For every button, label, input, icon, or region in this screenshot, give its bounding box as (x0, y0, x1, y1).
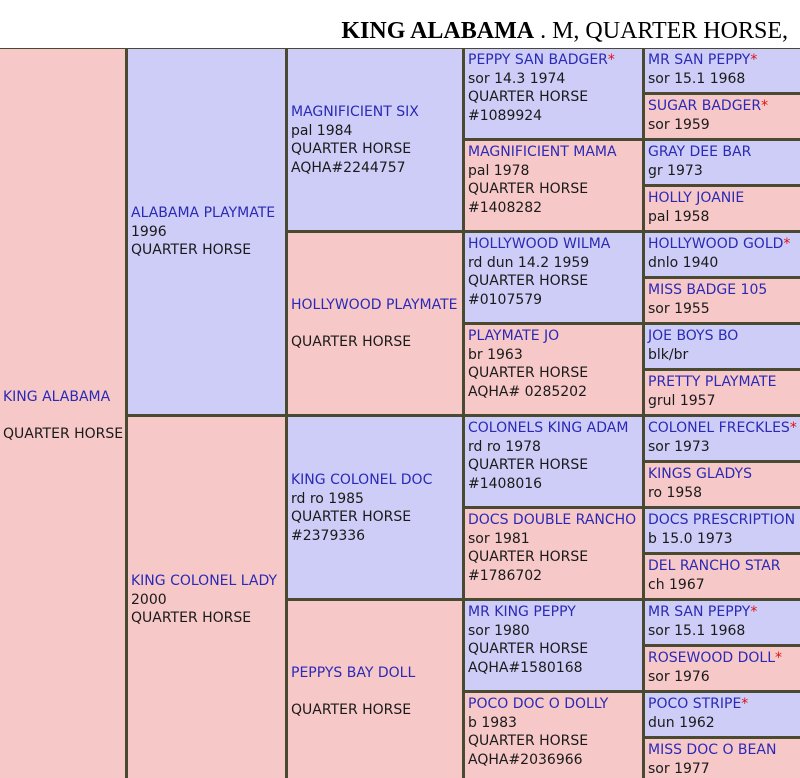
star-marker: * (607, 52, 615, 68)
horse-name-row (131, 204, 285, 223)
horse-entry (648, 327, 800, 364)
horse-entry (648, 603, 800, 640)
pedigree-cell-gen5 (645, 693, 800, 736)
horse-name-link[interactable]: JOE BOYS BO (648, 328, 739, 344)
horse-name-row (648, 189, 800, 208)
pedigree-cell-gen3 (288, 49, 462, 230)
horse-entry (648, 97, 800, 134)
pedigree-cell-gen3 (288, 417, 462, 598)
horse-name-row (648, 695, 800, 714)
horse-registration: AQHA# 0285202 (468, 383, 587, 400)
horse-entry (648, 419, 800, 456)
horse-breed: QUARTER HORSE (131, 610, 252, 626)
horse-breed: QUARTER HORSE (468, 89, 589, 105)
horse-info: dun 1962 (648, 714, 715, 731)
horse-name-link[interactable]: KING COLONEL LADY (131, 573, 278, 589)
pedigree-cell-gen4 (465, 325, 642, 414)
horse-breed: QUARTER HORSE (3, 426, 124, 442)
pedigree-cell-gen3 (288, 233, 462, 414)
horse-info: gr 1973 (648, 162, 703, 179)
horse-name-link[interactable]: DOCS DOUBLE RANCHO (468, 512, 637, 528)
horse-name-link[interactable]: HOLLYWOOD PLAYMATE (291, 297, 458, 313)
horse-name-link[interactable]: COLONELS KING ADAM (468, 420, 629, 436)
horse-name-row (468, 419, 642, 438)
horse-info: sor 1976 (648, 668, 710, 685)
pedigree-cell-gen1 (0, 49, 125, 778)
horse-name-row (648, 649, 800, 668)
horse-name-row (291, 664, 462, 683)
pedigree-cell-gen5 (645, 325, 800, 368)
horse-name-row (468, 51, 642, 70)
horse-info: dnlo 1940 (648, 254, 719, 271)
horse-entry (648, 695, 800, 732)
horse-info: pal 1984 (291, 122, 353, 139)
horse-name-row (291, 103, 462, 122)
horse-name-row (291, 296, 462, 315)
horse-name-link[interactable]: MISS DOC O BEAN (648, 742, 777, 758)
horse-name-link[interactable]: MR SAN PEPPY (648, 52, 751, 68)
horse-name-row (648, 419, 800, 438)
star-marker: * (761, 98, 769, 114)
horse-entry (131, 572, 285, 628)
horse-info: blk/br (648, 346, 689, 363)
horse-entry (648, 189, 800, 226)
horse-breed: QUARTER HORSE (468, 273, 589, 289)
horse-info: ch 1967 (648, 576, 705, 593)
spacer (291, 683, 462, 702)
pedigree-cell-gen5 (645, 647, 800, 690)
horse-registration: #2379336 (291, 527, 366, 544)
horse-breed: QUARTER HORSE (468, 181, 589, 197)
page-title (341, 18, 788, 45)
horse-name-link[interactable]: MR SAN PEPPY (648, 604, 751, 620)
spacer (291, 315, 462, 334)
horse-entry (3, 388, 125, 444)
horse-entry (648, 649, 800, 686)
horse-name-row (291, 471, 462, 490)
horse-entry (648, 465, 800, 502)
star-marker: * (789, 420, 797, 436)
horse-year: 1996 (131, 223, 167, 240)
horse-entry (291, 471, 462, 545)
pedigree-chart (0, 48, 800, 778)
star-marker: * (775, 650, 782, 666)
horse-name-link[interactable]: DOCS PRESCRIPTION (648, 512, 796, 528)
horse-entry (468, 419, 642, 493)
horse-registration: #1408282 (468, 199, 543, 216)
horse-name-link[interactable]: MAGNIFICIENT MAMA (468, 144, 617, 160)
horse-name-row (648, 603, 800, 622)
pedigree-cell-gen5 (645, 463, 800, 506)
horse-info: rd ro 1985 (291, 490, 364, 507)
horse-name-link[interactable]: HOLLY JOANIE (648, 190, 745, 206)
horse-name-row (648, 235, 800, 254)
title-description: . M, QUARTER HORSE, (534, 18, 788, 44)
pedigree-cell-gen5 (645, 187, 800, 230)
horse-name-row (648, 741, 800, 760)
pedigree-cell-gen5 (645, 739, 800, 778)
horse-info: ro 1958 (648, 484, 703, 501)
horse-name-link[interactable]: DEL RANCHO STAR (648, 558, 781, 574)
horse-entry (468, 327, 642, 401)
horse-name-link[interactable]: PEPPY SAN BADGER (468, 52, 608, 68)
horse-name-link[interactable]: POCO DOC O DOLLY (468, 696, 609, 712)
horse-registration: #1408016 (468, 475, 543, 492)
horse-breed: QUARTER HORSE (291, 141, 412, 157)
pedigree-cell-gen4 (465, 509, 642, 598)
horse-info: pal 1978 (468, 162, 530, 179)
horse-name-row (648, 97, 800, 116)
horse-name-link[interactable]: KINGS GLADYS (648, 466, 752, 482)
horse-name-row (648, 511, 800, 530)
star-marker: * (750, 52, 758, 68)
horse-name-link[interactable]: MAGNIFICIENT SIX (291, 104, 419, 120)
horse-registration: #1089924 (468, 107, 543, 124)
horse-entry (648, 235, 800, 272)
horse-info: rd dun 14.2 1959 (468, 254, 590, 271)
horse-name-link[interactable]: SUGAR BADGER (648, 98, 762, 114)
pedigree-cell-gen5 (645, 601, 800, 644)
horse-entry (291, 103, 462, 177)
horse-registration: AQHA#2244757 (291, 159, 406, 176)
horse-registration: #1786702 (468, 567, 543, 584)
horse-registration: #0107579 (468, 291, 543, 308)
horse-name-row (648, 143, 800, 162)
horse-entry (648, 511, 800, 548)
pedigree-cell-gen5 (645, 555, 800, 598)
horse-info: sor 1981 (468, 530, 530, 547)
horse-name-link[interactable]: HOLLYWOOD GOLD (648, 236, 784, 252)
horse-breed: QUARTER HORSE (291, 334, 412, 350)
horse-name-link[interactable]: POCO STRIPE (648, 696, 742, 712)
horse-registration: AQHA#1580168 (468, 659, 583, 676)
star-marker: * (783, 236, 791, 252)
horse-name-row (468, 695, 642, 714)
horse-info: sor 1973 (648, 438, 710, 455)
horse-entry (291, 296, 462, 352)
horse-info: b 15.0 1973 (648, 530, 733, 547)
pedigree-cell-gen4 (465, 417, 642, 506)
pedigree-cell-gen4 (465, 49, 642, 138)
horse-entry (648, 741, 800, 778)
horse-entry (468, 511, 642, 585)
horse-name-link[interactable]: PEPPYS BAY DOLL (291, 665, 416, 681)
horse-name-row (3, 388, 125, 407)
pedigree-cell-gen5 (645, 371, 800, 414)
horse-registration: AQHA#2036966 (468, 751, 583, 768)
horse-info: sor 14.3 1974 (468, 70, 566, 87)
horse-name-row (648, 281, 800, 300)
horse-name-link[interactable]: KING COLONEL DOC (291, 472, 433, 488)
horse-entry (648, 143, 800, 180)
horse-name-link[interactable]: PLAYMATE JO (468, 328, 560, 344)
horse-info: pal 1958 (648, 208, 710, 225)
horse-name-row (468, 603, 642, 622)
horse-name-link[interactable]: PRETTY PLAYMATE (648, 374, 777, 390)
pedigree-cell-gen2 (128, 417, 285, 778)
horse-entry (468, 603, 642, 677)
pedigree-cell-gen5 (645, 417, 800, 460)
horse-breed: QUARTER HORSE (291, 702, 412, 718)
horse-name-row (648, 557, 800, 576)
horse-info: sor 1977 (648, 760, 710, 777)
horse-entry (648, 51, 800, 88)
horse-info: sor 15.1 1968 (648, 622, 746, 639)
horse-name-link[interactable]: GRAY DEE BAR (648, 144, 752, 160)
spacer (3, 407, 125, 426)
pedigree-cell-gen5 (645, 279, 800, 322)
horse-info: br 1963 (468, 346, 523, 363)
horse-name-row (468, 235, 642, 254)
horse-name-row (468, 143, 642, 162)
horse-year: 2000 (131, 591, 167, 608)
horse-breed: QUARTER HORSE (468, 733, 589, 749)
pedigree-cell-gen4 (465, 693, 642, 778)
horse-name-row (648, 465, 800, 484)
pedigree-cell-gen5 (645, 233, 800, 276)
star-marker: * (741, 696, 749, 712)
horse-info: rd ro 1978 (468, 438, 541, 455)
horse-name-link[interactable]: MR KING PEPPY (468, 604, 576, 620)
horse-info: sor 1959 (648, 116, 710, 133)
title-horse-name: KING ALABAMA (341, 18, 535, 44)
pedigree-cell-gen5 (645, 49, 800, 92)
star-marker: * (750, 604, 758, 620)
horse-entry (468, 235, 642, 309)
horse-name-link[interactable]: HOLLYWOOD WILMA (468, 236, 611, 252)
horse-breed: QUARTER HORSE (468, 641, 589, 657)
horse-name-link[interactable]: COLONEL FRECKLES (648, 420, 790, 436)
horse-breed: QUARTER HORSE (291, 509, 412, 525)
pedigree-cell-gen2 (128, 49, 285, 414)
horse-info: b 1983 (468, 714, 517, 731)
horse-breed: QUARTER HORSE (468, 457, 589, 473)
horse-name-link[interactable]: MISS BADGE 105 (648, 282, 768, 298)
pedigree-cell-gen5 (645, 95, 800, 138)
horse-entry (648, 373, 800, 410)
horse-info: sor 1955 (648, 300, 710, 317)
horse-breed: QUARTER HORSE (131, 242, 252, 258)
horse-entry (648, 557, 800, 594)
pedigree-cell-gen3 (288, 601, 462, 778)
horse-name-row (468, 511, 642, 530)
horse-entry (131, 204, 285, 260)
horse-name-link[interactable]: ROSEWOOD DOLL (648, 650, 775, 666)
horse-name-row (648, 373, 800, 392)
horse-breed: QUARTER HORSE (468, 365, 589, 381)
horse-name-row (648, 327, 800, 346)
pedigree-cell-gen5 (645, 141, 800, 184)
pedigree-cell-gen4 (465, 233, 642, 322)
horse-name-link[interactable]: ALABAMA PLAYMATE (131, 205, 276, 221)
horse-breed: QUARTER HORSE (468, 549, 589, 565)
horse-info: sor 15.1 1968 (648, 70, 746, 87)
horse-entry (468, 695, 642, 769)
horse-name-row (131, 572, 285, 591)
pedigree-cell-gen4 (465, 141, 642, 230)
horse-info: sor 1980 (468, 622, 530, 639)
horse-name-row (648, 51, 800, 70)
horse-entry (468, 143, 642, 217)
horse-name-link[interactable]: KING ALABAMA (3, 389, 111, 405)
horse-info: grul 1957 (648, 392, 716, 409)
horse-entry (648, 281, 800, 318)
horse-name-row (468, 327, 642, 346)
horse-entry (468, 51, 642, 125)
horse-entry (291, 664, 462, 720)
pedigree-cell-gen4 (465, 601, 642, 690)
pedigree-cell-gen5 (645, 509, 800, 552)
